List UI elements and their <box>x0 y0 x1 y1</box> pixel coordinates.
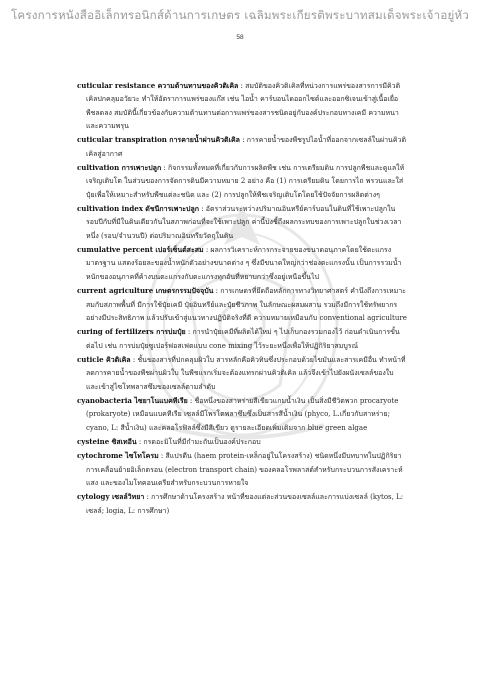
entry-definition: : ชั้นของสารที่ปกคลุมผิวใบ สารหลักคือคิวทินซึ่งประกอบด้วยไขมันและสารเคมีอื่น ทำหน้าที่ลดการคายน้ำของพืชผ่านผิวใบ ในพืชแรกเริ่มจะต้องแทรกผ่านคิวติเคิล แล้วจึงเข้าไปยังผนังเซลล์ของใบ และเข้าสู่ไซโทพลาสซึมของเซลล์ตามลำดับ <box>86 355 406 391</box>
entry-term: cultivation การเพาะปลูก <box>77 163 162 173</box>
entry-definition: : ชื่อหนึ่งของสาหร่ายสีเขียวแกมน้ำเงิน เป็นสิ่งมีชีวิตพวก procaryote (prokaryote) เหมือนแบคทีเรีย เซลล์มีโพรโตพลาซึมซึ่งเป็นสารสีน้ำเงิน (phyco, L.เกี่ยวกับสาหร่าย; cyano, L: สีน้ำเงิน) และคลอโรฟิลล์ซึ่งมีสีเขียว ดูรายละเอียดเพิ่มเติมจาก blue green algae <box>86 396 399 432</box>
glossary-entry <box>77 284 407 325</box>
glossary-entry <box>77 133 407 161</box>
entry-definition: : กิจกรรมทั้งหมดที่เกี่ยวกับการผลิตพืช เช่น การเตรียมดิน การปลูกพืชและดูแลให้เจริญเติบโต ในส่วนของการจัดการดินมีความหมาย 2 อย่าง คือ (1) การเตรียมดิน โดยการไถ พรวนและใส่ปุ๋ยเพื่อให้เหมาะสำหรับพืชแต่ละชนิด และ (2) การปลูกให้พืชเจริญเติบโตโดยใช้ปัจจัยการผลิตต่างๆ <box>86 164 405 199</box>
glossary-entry <box>77 325 407 353</box>
glossary-entry <box>77 79 407 133</box>
entry-definition: : สีแปรดีน (haem protein-เหล็กอยู่ในโครงสร้าง) ชนิดหนึ่งมีบทบาทในปฏิกิริยาการเคลื่อนย้ายอิเล็กตรอน (electron transport chain) ของคลอโรพลาสต์สำหรับกระบวนการสังเคราะห์แสง และของไมโทคอนเดรียสำหรับกระบวนการหายใจ <box>86 452 403 487</box>
entry-term: cultivation index ดัชนีการเพาะปลูก <box>77 204 199 214</box>
glossary-entry <box>77 202 407 243</box>
entry-term: cytochrome ไซโทโครม <box>77 451 159 461</box>
entry-term: cytology เซลล์วิทยา <box>77 492 145 502</box>
glossary-entry <box>77 435 407 449</box>
entry-definition: : การศึกษาด้านโครงสร้าง หน้าที่ของแต่ละส่วนของเซลล์และการแบ่งเซลล์ (kytos, L: เซลล์; logia, L: การศึกษา) <box>86 493 404 515</box>
glossary-entry <box>77 243 407 284</box>
entry-definition: : การเกษตรที่ยึดถือหลักการทางวิทยาศาสตร์ คำนึงถึงการเหมาะสมกับสภาพพื้นที่ มีการใช้ปุ๋ยเคมี ปุ๋ยอินทรีย์และปุ๋ยชีวภาพ ในลักษณะผสมผสาน รวมถึงมีการใช้ทรัพยากรอย่างมีประสิทธิภาพ แล้วปรับเข้าสู่แนวทางปฏิบัติจริงที่ดี ความหมายเหมือนกับ conventional agriculture <box>86 287 407 322</box>
glossary-content <box>77 79 407 518</box>
entry-definition: : กรดอะมิโนที่มีกำมะถันเป็นองค์ประกอบ <box>136 437 261 446</box>
entry-definition: : การคายน้ำของพืชรูปไอน้ำที่ออกจากเซลล์ในผ่านคิวติเคิลสู่อากาศ <box>86 136 406 158</box>
entry-definition: : สมบัติของคิวติเคิลที่หน่วงการแพร่ของสารการมีคิวติเคิลปกคลุมอวัยวะ ทำให้อัตราการแพร่ของแก๊ส เช่น ไอน้ำ คาร์บอนไดออกไซด์และออกซิเจนเข้าสู่เนื้อเยื่อพืชลดลง สมบัตินี้เกี่ยวข้องกับความต้านทานต่อการแพร่ของสารชนิดอยู่กับองค์ประกอบทางเคมี ความหนาและความพรุน <box>86 82 401 131</box>
page-header: โครงการหนังสืออิเล็กทรอนิกส์ด้านการเกษตร เฉลิมพระเกียรติพระบาทสมเด็จพระเจ้าอยู่หัว <box>10 8 470 22</box>
page-number: 58 <box>236 34 244 41</box>
glossary-entry <box>77 353 407 394</box>
glossary-entry <box>77 394 407 435</box>
entry-term: cysteine ซิสเทอีน <box>77 436 137 446</box>
entry-definition: : อัตราส่วนระหว่างปริมาณอินทรีย์คาร์บอนในดินที่ใช้เพาะปลูกในรอบปีกับที่มีในดินเดียวกันในสภาพก่อนที่จะใช้เพาะปลูก ค่านี้บ่งชี้ถึงผลกระทบของการเพาะปลูกในช่วงเวลาหนึ่ง (รอบ/จำนวนปี) ต่อปริมาณอินทรียวัตถุในดิน <box>86 205 402 240</box>
glossary-entry <box>77 449 407 490</box>
entry-term: cuticle คิวติเคิล <box>77 354 131 364</box>
entry-term: cyanobacteria ไซยาโนแบคทีเรีย <box>77 395 188 405</box>
entry-term: current agriculture เกษตรกรรมปัจจุบัน <box>77 286 214 296</box>
glossary-entry <box>77 161 407 202</box>
entry-term: curing of fertilizers การบ่มปุ๋ย <box>77 327 186 337</box>
glossary-entry <box>77 490 407 518</box>
entry-definition: : ผลการวิเคราะห์การกระจายของขนาดอนุภาคโดยใช้ตะแกรงมาตรฐาน แสดงร้อยละของน้ำหนักตัวอย่างขนาดต่าง ๆ ซึ่งมีขนาดใหญ่กว่าช่องตะแกรงนั้น เป็นการรวมน้ำหนักของอนุภาคที่ค้างบนตะแกรงกับตะแกรงทุกอันที่หยาบกว่าซึ่งอยู่เหนือขึ้นไป <box>86 246 402 281</box>
entry-term: cuticular transpiration การคายน้ำผ่านคิวติเคิล <box>77 135 240 145</box>
entry-term: cuticular resistance ความต้านทานของคิวติเคิล <box>77 81 239 90</box>
entry-term: cumulative percent เปอร์เซ็นต์สะสม <box>77 245 204 255</box>
entry-definition: : การนำปุ๋ยเคมีที่ผลิตได้ใหม่ ๆ ไปเก็บกองรวมกองไว้ ก่อนดำเนินการขั้นต่อไป เช่น การบ่มปุ๋ยซูเปอร์ฟอสเฟตแบบ cone mixing ไว้ระยะหนึ่งเพื่อให้ปฏิกิริยาสมบูรณ์ <box>86 328 400 350</box>
